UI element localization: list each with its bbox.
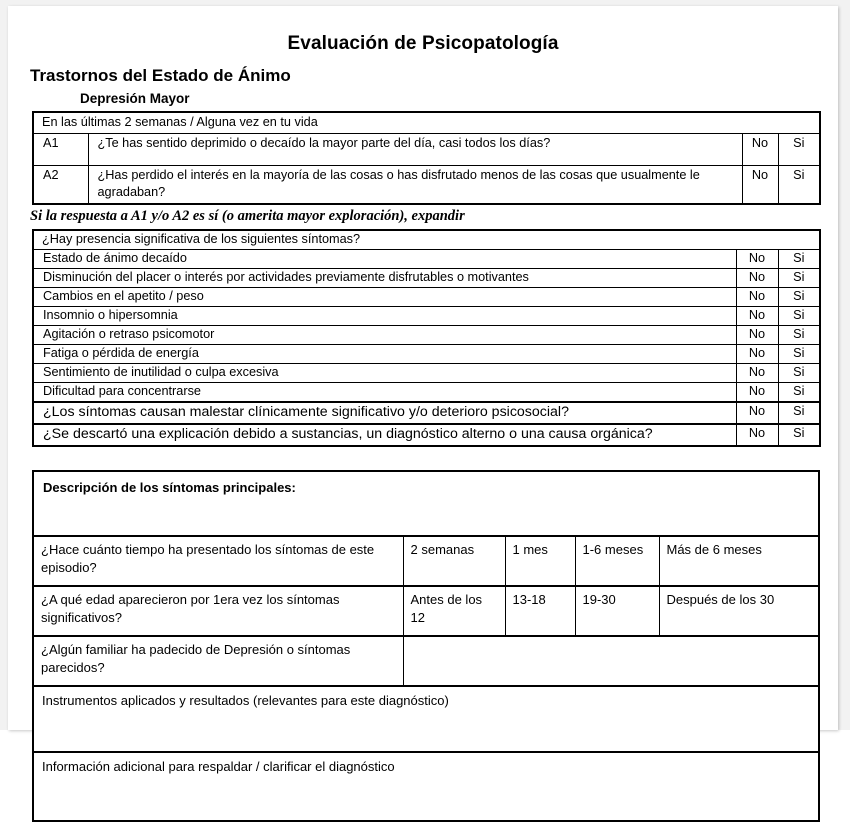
symptom-no[interactable]: No bbox=[736, 269, 778, 288]
symptom-no[interactable]: No bbox=[736, 250, 778, 269]
symptom-no[interactable]: No bbox=[736, 288, 778, 307]
duration-option-3[interactable]: 1-6 meses bbox=[575, 536, 659, 586]
symptom-si[interactable]: Si bbox=[778, 307, 820, 326]
duration-question: ¿Hace cuánto tiempo ha presentado los síntomas de este episodio? bbox=[33, 536, 403, 586]
table-row bbox=[33, 424, 820, 446]
table-row bbox=[33, 345, 820, 364]
criterion-si[interactable]: Si bbox=[778, 424, 820, 446]
screening-table bbox=[32, 111, 821, 205]
duration-option-2[interactable]: 1 mes bbox=[505, 536, 575, 586]
table-row bbox=[33, 166, 820, 205]
answer-no-a1[interactable]: No bbox=[742, 134, 778, 166]
description-header[interactable]: Descripción de los síntomas principales: bbox=[33, 471, 819, 536]
section-heading: Trastornos del Estado de Ánimo bbox=[30, 66, 291, 85]
table-row bbox=[33, 364, 820, 383]
symptom-si[interactable]: Si bbox=[778, 383, 820, 403]
symptom-no[interactable]: No bbox=[736, 326, 778, 345]
table-row bbox=[33, 402, 820, 424]
onset-option-1[interactable]: Antes de los 12 bbox=[403, 586, 505, 636]
criterion-label: ¿Se descartó una explicación debido a sustancias, un diagnóstico alterno o una causa orgánica? bbox=[33, 424, 736, 446]
symptom-si[interactable]: Si bbox=[778, 269, 820, 288]
table-row bbox=[33, 250, 820, 269]
page-title: Evaluación de Psicopatología bbox=[287, 33, 559, 54]
symptom-si[interactable]: Si bbox=[778, 250, 820, 269]
symptom-label: Cambios en el apetito / peso bbox=[33, 288, 736, 307]
answer-si-a1[interactable]: Si bbox=[778, 134, 820, 166]
symptom-label: Insomnio o hipersomnia bbox=[33, 307, 736, 326]
symptoms-header: ¿Hay presencia significativa de los siguientes síntomas? bbox=[33, 230, 820, 250]
table-row bbox=[33, 752, 819, 821]
table-row bbox=[33, 471, 819, 536]
answer-no-a2[interactable]: No bbox=[742, 166, 778, 205]
table-row bbox=[33, 586, 819, 636]
instruments-field[interactable]: Instrumentos aplicados y resultados (relevantes para este diagnóstico) bbox=[33, 686, 819, 752]
duration-option-4[interactable]: Más de 6 meses bbox=[659, 536, 819, 586]
table-row bbox=[33, 230, 820, 250]
question-a2: ¿Has perdido el interés en la mayoría de las cosas o has disfrutado menos de las cosas que usualmente le agradaban? bbox=[88, 166, 742, 205]
table-row bbox=[33, 383, 820, 403]
symptom-label: Agitación o retraso psicomotor bbox=[33, 326, 736, 345]
symptom-si[interactable]: Si bbox=[778, 288, 820, 307]
table-row bbox=[33, 112, 820, 134]
document-sheet bbox=[8, 6, 838, 775]
onset-option-4[interactable]: Después de los 30 bbox=[659, 586, 819, 636]
table-row bbox=[33, 536, 819, 586]
table-row bbox=[33, 269, 820, 288]
additional-info-field[interactable]: Información adicional para respaldar / clarificar el diagnóstico bbox=[33, 752, 819, 821]
description-table bbox=[32, 470, 820, 822]
symptom-si[interactable]: Si bbox=[778, 364, 820, 383]
family-history-question: ¿Algún familiar ha padecido de Depresión o síntomas parecidos? bbox=[33, 636, 403, 686]
symptom-si[interactable]: Si bbox=[778, 345, 820, 364]
symptoms-table bbox=[32, 229, 821, 447]
item-code-a2: A2 bbox=[33, 166, 88, 205]
family-history-answer[interactable] bbox=[403, 636, 819, 686]
question-a1: ¿Te has sentido deprimido o decaído la mayor parte del día, casi todos los días? bbox=[88, 134, 742, 166]
symptom-no[interactable]: No bbox=[736, 364, 778, 383]
onset-question: ¿A qué edad aparecieron por 1era vez los síntomas significativos? bbox=[33, 586, 403, 636]
onset-option-3[interactable]: 19-30 bbox=[575, 586, 659, 636]
table-row bbox=[33, 307, 820, 326]
criterion-no[interactable]: No bbox=[736, 424, 778, 446]
expand-instruction: Si la respuesta a A1 y/o A2 es sí (o amerita mayor exploración), expandir bbox=[30, 208, 465, 225]
criterion-label: ¿Los síntomas causan malestar clínicamente significativo y/o deterioro psicosocial? bbox=[33, 402, 736, 424]
symptom-si[interactable]: Si bbox=[778, 326, 820, 345]
symptom-label: Estado de ánimo decaído bbox=[33, 250, 736, 269]
symptom-no[interactable]: No bbox=[736, 345, 778, 364]
table-row bbox=[33, 134, 820, 166]
symptom-label: Disminución del placer o interés por actividades previamente disfrutables o motivantes bbox=[33, 269, 736, 288]
symptom-label: Dificultad para concentrarse bbox=[33, 383, 736, 403]
onset-option-2[interactable]: 13-18 bbox=[505, 586, 575, 636]
screening-period-header: En las últimas 2 semanas / Alguna vez en tu vida bbox=[33, 112, 820, 134]
symptom-no[interactable]: No bbox=[736, 383, 778, 403]
symptom-label: Fatiga o pérdida de energía bbox=[33, 345, 736, 364]
criterion-no[interactable]: No bbox=[736, 402, 778, 424]
symptom-no[interactable]: No bbox=[736, 307, 778, 326]
document-body bbox=[8, 6, 838, 775]
table-row bbox=[33, 288, 820, 307]
table-row bbox=[33, 686, 819, 752]
criterion-si[interactable]: Si bbox=[778, 402, 820, 424]
item-code-a1: A1 bbox=[33, 134, 88, 166]
duration-option-1[interactable]: 2 semanas bbox=[403, 536, 505, 586]
subsection-heading: Depresión Mayor bbox=[80, 91, 190, 106]
table-row bbox=[33, 326, 820, 345]
answer-si-a2[interactable]: Si bbox=[778, 166, 820, 205]
table-row bbox=[33, 636, 819, 686]
symptom-label: Sentimiento de inutilidad o culpa excesiva bbox=[33, 364, 736, 383]
